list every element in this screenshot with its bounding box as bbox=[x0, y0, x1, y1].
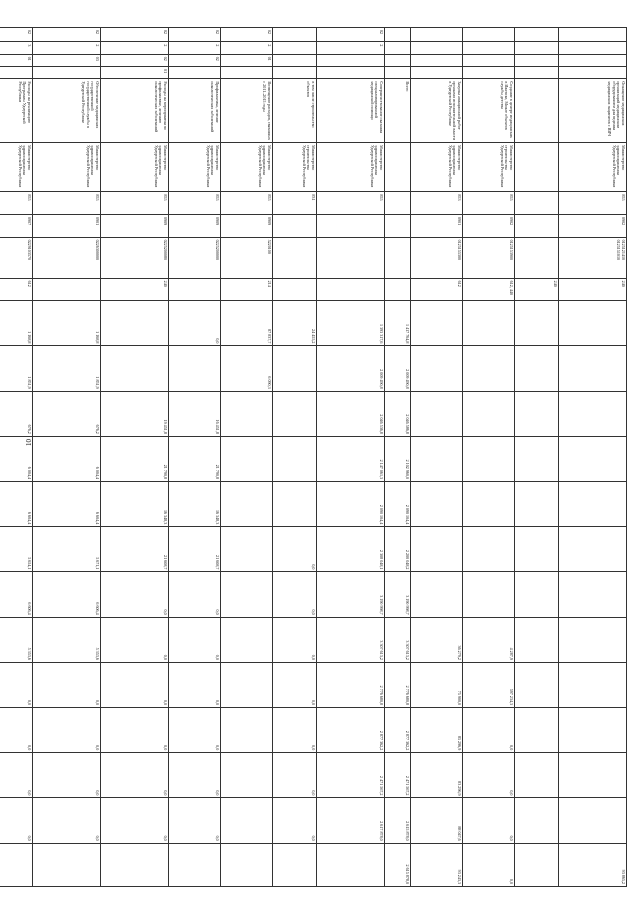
table-cell: 855 bbox=[559, 192, 627, 215]
table-cell: 5 353,6 bbox=[33, 617, 101, 662]
table-cell bbox=[515, 391, 559, 436]
table-row bbox=[515, 28, 559, 887]
table-cell bbox=[317, 278, 385, 301]
table-cell bbox=[515, 572, 559, 617]
table-row bbox=[273, 28, 317, 887]
table-cell: 21 790,8 bbox=[101, 436, 169, 481]
table-cell: 2 877 362,2 bbox=[385, 708, 411, 753]
table-cell bbox=[411, 482, 463, 527]
table-cell: 5 671,1 bbox=[33, 527, 101, 572]
table-cell: 6 004,4 bbox=[33, 436, 101, 481]
table-cell: 5220100 bbox=[221, 237, 273, 278]
table-cell: в том числе строительство объектов bbox=[273, 79, 317, 143]
table-cell bbox=[273, 237, 317, 278]
table-cell: 0,0 bbox=[33, 662, 101, 707]
table-cell: 3 190 998,7 bbox=[317, 572, 385, 617]
table-cell: 0,0 bbox=[33, 798, 101, 843]
table-cell: 3 307 613,2 bbox=[385, 617, 411, 662]
table-cell: 02 bbox=[33, 28, 101, 42]
table-cell bbox=[273, 28, 317, 42]
table-cell bbox=[559, 798, 627, 843]
table-cell bbox=[515, 708, 559, 753]
table-cell: Министерство здравоохранения Удмуртской Республики bbox=[33, 143, 101, 192]
table-cell: 612, 440 bbox=[463, 278, 515, 301]
table-cell bbox=[463, 527, 515, 572]
table-cell bbox=[169, 278, 221, 301]
table-cell bbox=[317, 237, 385, 278]
table-cell: 2 009 490,8 bbox=[385, 346, 411, 391]
table-cell: 855 bbox=[0, 192, 33, 215]
table-cell bbox=[385, 278, 411, 301]
table-cell bbox=[221, 662, 273, 707]
table-cell bbox=[221, 436, 273, 481]
table-cell bbox=[273, 482, 317, 527]
table-cell bbox=[515, 482, 559, 527]
table-cell: Министерство строительства Удмуртской Республики bbox=[463, 143, 515, 192]
table-cell: 0,0 bbox=[0, 708, 33, 753]
table-cell bbox=[463, 42, 515, 54]
table-cell: 6 004,4 bbox=[0, 436, 33, 481]
table-cell: 0901 bbox=[33, 214, 101, 237]
table-cell bbox=[463, 301, 515, 346]
table-cell: 0,0 bbox=[101, 617, 169, 662]
table-cell: 02 bbox=[169, 54, 221, 66]
table-cell: 831 bbox=[273, 192, 317, 215]
table-cell bbox=[221, 572, 273, 617]
table-cell bbox=[385, 214, 411, 237]
rotated-page bbox=[17, 27, 627, 887]
table-row bbox=[317, 28, 385, 887]
page-number: 10 bbox=[25, 439, 33, 446]
table-cell bbox=[559, 708, 627, 753]
table-cell bbox=[385, 54, 411, 66]
table-cell: 0907 bbox=[0, 214, 33, 237]
table-cell: Расходы на мероприятия по профилактике, лечению онкологических заболеваний bbox=[101, 79, 169, 143]
table-cell bbox=[33, 843, 101, 886]
table-cell: 6 090,3 bbox=[221, 346, 273, 391]
table-cell: 01 bbox=[101, 67, 169, 79]
table-cell: 2 877 362,2 bbox=[317, 708, 385, 753]
table-cell bbox=[515, 301, 559, 346]
table-cell: 24 455,2 bbox=[273, 301, 317, 346]
table-cell bbox=[385, 143, 411, 192]
table-row bbox=[463, 28, 515, 887]
table-cell: 87 837,7 bbox=[221, 301, 273, 346]
table-cell bbox=[463, 28, 515, 42]
table-cell bbox=[411, 391, 463, 436]
table-cell: 2 147 061,3 bbox=[317, 436, 385, 481]
table-cell: 0,0 bbox=[169, 753, 221, 798]
table-cell: Расходы на реализацию Программы Удмуртской Республики bbox=[0, 79, 33, 143]
table-cell bbox=[317, 54, 385, 66]
table-cell: 2 bbox=[169, 42, 221, 54]
table-cell: 01 bbox=[221, 54, 273, 66]
table-cell bbox=[273, 436, 317, 481]
table-cell: 0,0 bbox=[101, 662, 169, 707]
table-cell: 240 bbox=[559, 278, 627, 301]
table-cell: 2 bbox=[33, 42, 101, 54]
table-cell: 2 bbox=[317, 42, 385, 54]
table-cell bbox=[515, 617, 559, 662]
table-cell bbox=[221, 391, 273, 436]
table-cell: 0,0 bbox=[101, 753, 169, 798]
table-cell: 0,0 bbox=[33, 753, 101, 798]
table-cell bbox=[101, 346, 169, 391]
table-cell: 6 604,4 bbox=[33, 482, 101, 527]
table-cell: 2 bbox=[221, 42, 273, 54]
table-cell bbox=[169, 67, 221, 79]
table-cell: 0,0 bbox=[273, 527, 317, 572]
table-cell: Создание в центре медицинских в Ижевске, Можге объектов службы детства bbox=[463, 79, 515, 143]
table-cell bbox=[101, 843, 169, 886]
table-cell bbox=[0, 67, 33, 79]
table-cell: Министерство здравоохранения Удмуртской Республики bbox=[101, 143, 169, 192]
table-cell: 2 009 490,8 bbox=[317, 346, 385, 391]
table-cell: Министерство здравоохранения Удмуртской Республики bbox=[559, 143, 627, 192]
table-cell: 83 296,9 bbox=[411, 753, 463, 798]
table-row bbox=[0, 28, 33, 887]
table-cell: 853 bbox=[411, 192, 463, 215]
table-cell bbox=[411, 527, 463, 572]
table-cell bbox=[221, 753, 273, 798]
table-cell: 02 bbox=[317, 28, 385, 42]
table-cell: 1 417 764,8 bbox=[385, 301, 411, 346]
table-cell: 0909 bbox=[221, 214, 273, 237]
table-cell: 16 348,3 bbox=[101, 482, 169, 527]
table-cell bbox=[463, 391, 515, 436]
table-cell bbox=[385, 237, 411, 278]
table-cell: 19 451,8 bbox=[101, 391, 169, 436]
table-cell bbox=[463, 346, 515, 391]
table-cell: Оснащение медицинских организаций медицинским оборудованием для ведения медицинских пациентов с ВИЧ bbox=[559, 79, 627, 143]
table-cell: 2 090 104,4 bbox=[317, 482, 385, 527]
table-cell: 0902 bbox=[463, 214, 515, 237]
table-cell: 0,0 bbox=[169, 708, 221, 753]
table-cell: 1 393 317,6 bbox=[317, 301, 385, 346]
table-cell: 2 776 680,8 bbox=[317, 662, 385, 707]
table-cell bbox=[559, 346, 627, 391]
table-cell bbox=[221, 708, 273, 753]
table-cell bbox=[273, 54, 317, 66]
table-cell: 0,0 bbox=[0, 662, 33, 707]
table-cell: 0,0 bbox=[101, 708, 169, 753]
table-cell: 2 617 878,0 bbox=[317, 798, 385, 843]
table-cell bbox=[411, 346, 463, 391]
table-cell: 5 654,1 bbox=[0, 527, 33, 572]
table-cell bbox=[411, 54, 463, 66]
table-cell: 855 bbox=[169, 192, 221, 215]
table-cell: 3 bbox=[0, 42, 33, 54]
table-cell: 676,2 bbox=[33, 391, 101, 436]
table-cell: 1 851,9 bbox=[33, 346, 101, 391]
table-cell: Министерство здравоохранения Удмуртской Республики bbox=[411, 143, 463, 192]
table-cell: 2 471 567,2 bbox=[317, 753, 385, 798]
table-cell: 0,0 bbox=[273, 798, 317, 843]
table-cell bbox=[559, 28, 627, 42]
table-cell: Министерство здравоохранения Удмуртской Республики bbox=[169, 143, 221, 192]
table-cell: 855 bbox=[463, 192, 515, 215]
table-cell: 93 865,2 bbox=[559, 843, 627, 886]
table-cell bbox=[559, 436, 627, 481]
table-cell: 2 046 586,8 bbox=[385, 391, 411, 436]
table-cell: 2 102 960,0 bbox=[385, 436, 411, 481]
table-cell: 88 047,6 bbox=[411, 798, 463, 843]
table-cell: 01 bbox=[0, 54, 33, 66]
table-cell bbox=[273, 214, 317, 237]
table-cell: 0,0 bbox=[33, 708, 101, 753]
table-cell: 16 451,8 bbox=[169, 391, 221, 436]
table-sheet bbox=[17, 27, 627, 887]
table-cell bbox=[515, 143, 559, 192]
table-cell: 612 bbox=[411, 278, 463, 301]
table-cell: 855 bbox=[33, 192, 101, 215]
table-cell: 6 606,4 bbox=[0, 572, 33, 617]
table-cell bbox=[0, 843, 33, 886]
table-cell: 2 776 680,8 bbox=[385, 662, 411, 707]
table-cell bbox=[411, 42, 463, 54]
table-cell bbox=[515, 843, 559, 886]
table-cell: 2 308 048,1 bbox=[317, 527, 385, 572]
table-cell: 2 bbox=[101, 42, 169, 54]
table-cell: 2 471 567,2 bbox=[385, 753, 411, 798]
table-cell: 03 bbox=[33, 54, 101, 66]
table-cell: 0,0 bbox=[101, 798, 169, 843]
table-cell: 0909 bbox=[101, 214, 169, 237]
table-cell bbox=[515, 237, 559, 278]
table-cell: 0125153900 bbox=[463, 237, 515, 278]
table-cell: 5 353,6 bbox=[0, 617, 33, 662]
table-cell: 75 900,0 bbox=[411, 662, 463, 707]
table-cell: 93 243,3 bbox=[411, 843, 463, 886]
table-cell: Министерство здравоохранения Удмуртской Республики bbox=[221, 143, 273, 192]
table-cell bbox=[559, 42, 627, 54]
table-cell: 0,0 bbox=[169, 301, 221, 346]
table-cell: 855 bbox=[101, 192, 169, 215]
table-cell bbox=[463, 436, 515, 481]
table-cell: 0,0 bbox=[101, 572, 169, 617]
table-row bbox=[385, 28, 411, 887]
table-cell bbox=[515, 192, 559, 215]
table-cell bbox=[559, 572, 627, 617]
table-cell bbox=[515, 753, 559, 798]
table-cell: Всего bbox=[385, 79, 411, 143]
table-cell: 240 bbox=[101, 278, 169, 301]
table-cell: 0,0 bbox=[0, 753, 33, 798]
table-cell: 36 279,2 bbox=[411, 617, 463, 662]
table-cell: 0225200000 bbox=[169, 237, 221, 278]
table-cell: 4 287,9 bbox=[463, 617, 515, 662]
table-cell bbox=[559, 391, 627, 436]
table-cell bbox=[559, 753, 627, 798]
table-cell bbox=[101, 301, 169, 346]
table-cell bbox=[463, 54, 515, 66]
table-cell: 0125155300 bbox=[411, 237, 463, 278]
table-row bbox=[169, 28, 221, 887]
table-cell: Совершенствование оказания специализированной медицинской помощи bbox=[317, 79, 385, 143]
table-cell: 02 bbox=[101, 54, 169, 66]
table-cell: 0,0 bbox=[273, 572, 317, 617]
table-cell bbox=[515, 67, 559, 79]
table-cell bbox=[273, 278, 317, 301]
table-cell: 0,0 bbox=[463, 843, 515, 886]
table-cell bbox=[515, 346, 559, 391]
table-cell bbox=[273, 67, 317, 79]
table-cell: 0,0 bbox=[273, 708, 317, 753]
table-cell: 3 190 998,7 bbox=[385, 572, 411, 617]
table-row bbox=[411, 28, 463, 887]
table-cell bbox=[221, 843, 273, 886]
table-cell bbox=[33, 67, 101, 79]
table-cell bbox=[463, 67, 515, 79]
table-cell: Министерство здравоохранения Удмуртской Республики bbox=[317, 143, 385, 192]
table-cell bbox=[273, 42, 317, 54]
table-cell: 0,0 bbox=[273, 617, 317, 662]
table-cell bbox=[411, 436, 463, 481]
table-cell bbox=[221, 617, 273, 662]
table-cell bbox=[221, 67, 273, 79]
table-cell: 21 608,7 bbox=[169, 527, 221, 572]
table-row bbox=[101, 28, 169, 887]
table-cell: Министерство здравоохранения Удмуртской Республики bbox=[0, 143, 33, 192]
table-cell: 2 615 878,0 bbox=[385, 843, 411, 886]
table-cell bbox=[559, 54, 627, 66]
table-cell: 0909 bbox=[169, 214, 221, 237]
table-cell: Обеспечение медицинских государственной государственной службы в Удмуртской Республике bbox=[33, 79, 101, 143]
table-cell: 0,0 bbox=[463, 708, 515, 753]
table-cell bbox=[559, 482, 627, 527]
table-cell bbox=[169, 346, 221, 391]
table-cell: 0,0 bbox=[273, 662, 317, 707]
table-cell: 0901 bbox=[411, 214, 463, 237]
table-row bbox=[33, 28, 101, 887]
table-cell: Закупка авиационной работ органами исполнительной власти в Удмуртской Республике bbox=[411, 79, 463, 143]
table-cell bbox=[221, 798, 273, 843]
table-cell: 0225200080 bbox=[101, 237, 169, 278]
table-cell bbox=[221, 527, 273, 572]
table-cell: 2 046 536,8 bbox=[317, 391, 385, 436]
table-cell: 02 bbox=[169, 28, 221, 42]
table-cell: Профилактика, лечение онкологических заболеваний bbox=[169, 79, 221, 143]
table-cell: 0,0 bbox=[463, 753, 515, 798]
table-cell bbox=[515, 79, 559, 143]
table-cell bbox=[515, 214, 559, 237]
table-cell bbox=[385, 28, 411, 42]
table-cell: 2 200 048,2 bbox=[385, 527, 411, 572]
table-cell: 02 bbox=[101, 28, 169, 42]
table-cell: 16 348,3 bbox=[169, 482, 221, 527]
table-cell: 676,2 bbox=[0, 391, 33, 436]
table-cell bbox=[515, 28, 559, 42]
table-cell: 1 168,8 bbox=[0, 301, 33, 346]
table-cell bbox=[317, 843, 385, 886]
table-cell: 02 bbox=[221, 28, 273, 42]
table-cell: 6 604,4 bbox=[0, 482, 33, 527]
table-cell: 0,0 bbox=[463, 798, 515, 843]
table-cell bbox=[411, 572, 463, 617]
table-cell: 21 790,8 bbox=[169, 436, 221, 481]
table-cell bbox=[411, 67, 463, 79]
table-cell: 0,0 bbox=[169, 798, 221, 843]
table-cell bbox=[559, 301, 627, 346]
table-cell bbox=[515, 42, 559, 54]
table-cell bbox=[463, 572, 515, 617]
table-cell bbox=[317, 214, 385, 237]
table-cell bbox=[411, 28, 463, 42]
table-cell: 0229103570 bbox=[0, 237, 33, 278]
table-cell: 1 168,8 bbox=[33, 301, 101, 346]
table-cell bbox=[221, 482, 273, 527]
table-cell: Министерство строительства Удмуртской Республики bbox=[273, 143, 317, 192]
table-cell bbox=[385, 67, 411, 79]
budget-table bbox=[0, 27, 627, 887]
table-cell bbox=[33, 278, 101, 301]
table-cell bbox=[317, 67, 385, 79]
table-cell: 02 bbox=[0, 28, 33, 42]
table-cell: 597 234,3 bbox=[463, 662, 515, 707]
table-cell bbox=[559, 527, 627, 572]
table-cell bbox=[515, 436, 559, 481]
table-cell bbox=[515, 54, 559, 66]
table-cell bbox=[515, 798, 559, 843]
table-cell: 0,0 bbox=[169, 662, 221, 707]
table-row bbox=[221, 28, 273, 887]
table-cell: 3 307 613,2 bbox=[317, 617, 385, 662]
table-cell: 0226300000 bbox=[33, 237, 101, 278]
table-row bbox=[559, 28, 627, 887]
table-cell: 0,0 bbox=[169, 617, 221, 662]
table-cell bbox=[273, 346, 317, 391]
table-cell: 0,0 bbox=[169, 572, 221, 617]
table-cell bbox=[515, 527, 559, 572]
table-cell: 240 bbox=[515, 278, 559, 301]
table-cell: 1 851,9 bbox=[0, 346, 33, 391]
table-cell: Возмещение расходов, связанных с 2011–2015 годы bbox=[221, 79, 273, 143]
table-cell: 2 090 104,4 bbox=[385, 482, 411, 527]
table-cell: 0125121410 0125151010 bbox=[559, 237, 627, 278]
table-cell: 855 bbox=[221, 192, 273, 215]
table-cell: 21 608,7 bbox=[101, 527, 169, 572]
table-cell bbox=[463, 482, 515, 527]
table-cell bbox=[385, 192, 411, 215]
table-cell bbox=[559, 662, 627, 707]
table-cell bbox=[169, 843, 221, 886]
table-cell bbox=[515, 662, 559, 707]
table-cell: 6 606,4 bbox=[33, 572, 101, 617]
table-cell bbox=[273, 391, 317, 436]
table-cell: 214 bbox=[221, 278, 273, 301]
table-cell: 85 296,9 bbox=[411, 708, 463, 753]
table-cell: 0,0 bbox=[273, 753, 317, 798]
table-cell: 855 bbox=[317, 192, 385, 215]
table-cell bbox=[411, 301, 463, 346]
table-cell bbox=[273, 843, 317, 886]
table-cell bbox=[385, 42, 411, 54]
table-cell: 0,0 bbox=[0, 798, 33, 843]
table-cell: 2 615 878,0 bbox=[385, 798, 411, 843]
table-cell bbox=[559, 67, 627, 79]
table-cell: 612 bbox=[0, 278, 33, 301]
table-cell: 0902 bbox=[559, 214, 627, 237]
table-cell bbox=[559, 617, 627, 662]
